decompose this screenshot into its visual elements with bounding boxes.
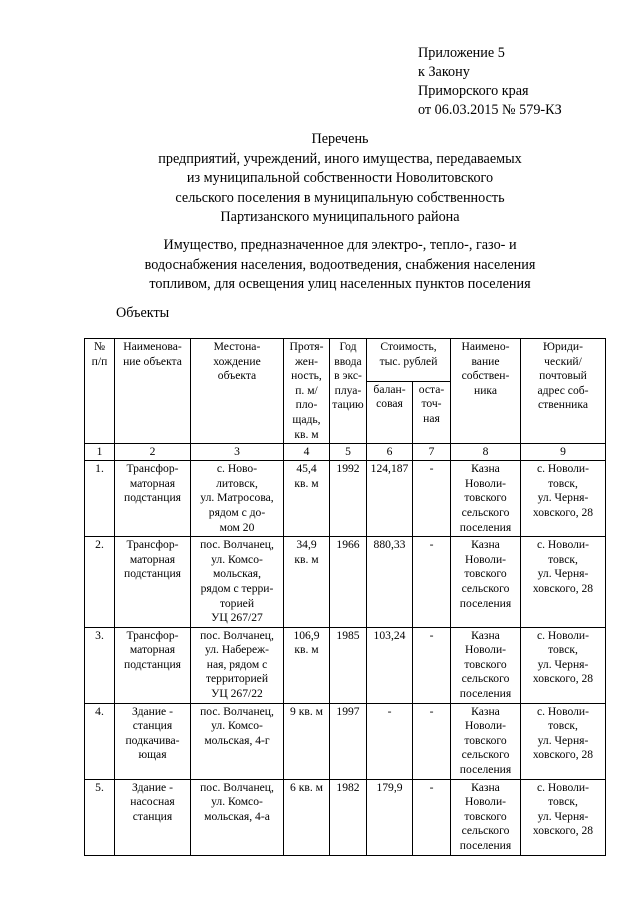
row-name-text: Здание -: [132, 780, 173, 794]
row-owner-text: Казна: [471, 462, 500, 476]
row-owner-text: поселения: [459, 839, 512, 852]
table-row: [85, 779, 606, 855]
header-address-text: ственника: [538, 398, 588, 412]
row-residual-text: -: [429, 704, 434, 718]
column-number: [191, 444, 284, 461]
row-location-text: пос. Волчанец,: [200, 704, 274, 718]
row-residual: [413, 627, 451, 703]
row-num: [85, 461, 115, 537]
table-row: [85, 703, 606, 779]
row-name: [115, 537, 191, 628]
row-owner-text: товского: [464, 809, 507, 823]
row-location-text: пос. Волчанец,: [200, 628, 274, 642]
row-owner: [451, 779, 521, 855]
row-residual: [413, 703, 451, 779]
row-name: [115, 779, 191, 855]
header-extent-text: кв. м: [294, 427, 319, 441]
row-year: [330, 779, 367, 855]
row-balance-text: 103,24: [373, 628, 406, 642]
row-extent-text: 106,9: [293, 628, 320, 642]
row-num: [85, 627, 115, 703]
document-title: [80, 130, 600, 228]
row-balance: [367, 537, 413, 628]
header-cost-text: тыс. рублей: [379, 354, 438, 368]
row-name: [115, 627, 191, 703]
row-residual-text: -: [429, 628, 434, 642]
row-name-text: маторная: [129, 643, 176, 657]
row-location-text: мом 20: [219, 520, 255, 534]
row-location-text: ул. Матросова,: [200, 491, 274, 505]
row-address-text: товск,: [548, 795, 578, 809]
row-residual: [413, 461, 451, 537]
row-location-text: пос. Волчанец,: [200, 780, 274, 794]
appendix-line: от 06.03.2015 № 579-КЗ: [418, 102, 562, 118]
header-cost-residual-text: точ-: [421, 397, 442, 411]
row-name-text: Трансфор-: [126, 538, 179, 552]
header-cost-balance-text: балан-: [373, 382, 406, 396]
column-number: [330, 444, 367, 461]
document-subtitle: [80, 236, 600, 295]
row-name-text: подстанция: [123, 491, 181, 505]
title-line: сельского поселения в муниципальную собственность: [175, 189, 505, 206]
row-extent-text: 45,4: [296, 462, 317, 476]
row-address-text: ховского, 28: [532, 824, 594, 838]
header-year-text: ввода: [334, 354, 362, 368]
row-name: [115, 703, 191, 779]
row-address-text: ховского, 28: [532, 672, 594, 686]
row-owner-text: поселения: [459, 687, 512, 701]
row-owner-text: поселения: [459, 520, 512, 534]
row-balance-text: -: [387, 704, 392, 718]
row-owner: [451, 703, 521, 779]
header-cost-text: Стоимость,: [380, 340, 437, 353]
row-num-text: 4.: [95, 704, 104, 718]
header-owner-text: Наимено-: [461, 340, 510, 353]
row-extent-text: кв. м: [294, 552, 319, 566]
row-balance-text: 124,187: [370, 462, 409, 476]
row-address-text: товск,: [548, 719, 578, 733]
header-extent-text: ность,: [291, 369, 322, 383]
row-year-text: 1966: [336, 538, 360, 552]
header-num: [85, 339, 115, 444]
row-owner-text: Казна: [471, 780, 500, 794]
header-cost: [367, 339, 451, 382]
column-number: [85, 444, 115, 461]
subtitle-line: топливом, для освещения улиц населенных пунктов поселения: [149, 276, 531, 292]
row-num-text: 5.: [95, 780, 104, 794]
row-extent: [284, 627, 330, 703]
header-owner-text: собствен-: [461, 369, 510, 383]
row-num: [85, 537, 115, 628]
row-balance: [367, 627, 413, 703]
row-address: [521, 537, 606, 628]
header-address-text: Юриди-: [543, 340, 583, 353]
column-number: [115, 444, 191, 461]
header-location-text: хождение: [213, 354, 261, 368]
header-extent-text: щадь,: [292, 412, 321, 426]
subtitle-line: Имущество, предназначенное для электро-, тепло-, газо- и: [163, 237, 517, 253]
row-address-text: товск,: [548, 643, 578, 657]
column-number: [284, 444, 330, 461]
header-owner-text: вание: [471, 354, 500, 368]
section-label: Объекты: [116, 305, 170, 321]
row-num: [85, 779, 115, 855]
row-residual-text: -: [429, 462, 434, 476]
column-number: [367, 444, 413, 461]
row-name-text: станция: [132, 719, 173, 733]
row-owner-text: сельского: [461, 505, 510, 519]
row-location-text: с. Ново-: [216, 462, 258, 476]
row-location-text: мольская, 4-г: [204, 733, 270, 747]
row-name-text: Здание -: [132, 704, 173, 718]
header-location: [191, 339, 284, 444]
row-extent-text: кв. м: [294, 476, 319, 490]
column-number-text: 6: [386, 445, 393, 459]
row-location-text: УЦ 267/22: [211, 687, 263, 701]
row-residual-text: -: [429, 538, 434, 552]
row-owner-text: поселения: [459, 763, 512, 777]
row-location-text: ул. Набереж-: [204, 643, 270, 657]
row-address-text: ул. Черня-: [537, 809, 589, 823]
row-year-text: 1985: [336, 628, 360, 642]
row-owner-text: Новоли-: [464, 476, 507, 490]
header-row: [85, 339, 606, 382]
row-name-text: маторная: [129, 552, 176, 566]
appendix-line: Приморского края: [418, 83, 529, 99]
column-number-text: 7: [428, 445, 435, 459]
column-number-text: 2: [149, 445, 156, 459]
column-number-text: 3: [234, 445, 240, 459]
row-location: [191, 627, 284, 703]
row-extent: [284, 537, 330, 628]
table-row: [85, 461, 606, 537]
header-extent-text: жен-: [294, 354, 319, 368]
row-name: [115, 461, 191, 537]
row-location-text: пос. Волчанец,: [200, 538, 274, 552]
header-location-text: объекта: [217, 369, 257, 383]
row-year-text: 1997: [336, 704, 360, 718]
header-cost-balance-text: совая: [376, 397, 403, 411]
row-name-text: Трансфор-: [126, 462, 179, 476]
row-owner-text: сельского: [461, 824, 510, 838]
column-number: [521, 444, 606, 461]
row-name-text: насосная: [130, 795, 175, 809]
header-num-text: №: [93, 340, 106, 353]
column-number-text: 9: [560, 445, 566, 459]
row-address-text: с. Новоли-: [536, 704, 589, 718]
title-line: Партизанского муниципального района: [220, 209, 460, 225]
row-address-text: товск,: [548, 552, 578, 566]
row-extent: [284, 779, 330, 855]
row-address-text: ховского, 28: [532, 505, 594, 519]
row-address-text: ул. Черня-: [537, 491, 589, 505]
row-address-text: с. Новоли-: [536, 780, 589, 794]
appendix-block: [418, 44, 562, 120]
row-owner-text: Казна: [471, 704, 500, 718]
header-owner: [451, 339, 521, 444]
row-extent-text: 6 кв. м: [290, 780, 323, 794]
row-address-text: ховского, 28: [532, 581, 594, 595]
subtitle-line: водоснабжения населения, водоотведения, снабжения населения: [144, 256, 536, 273]
row-address-text: товск,: [548, 476, 578, 490]
row-location-text: ная, рядом с: [206, 657, 268, 671]
column-number-text: 1: [96, 445, 103, 459]
row-name-text: ющая: [138, 748, 167, 762]
header-address-text: адрес соб-: [537, 383, 589, 397]
row-address-text: ул. Черня-: [537, 567, 589, 581]
row-balance-text: 880,33: [373, 538, 406, 552]
row-owner-text: Новоли-: [464, 795, 507, 809]
row-owner-text: сельского: [461, 672, 510, 686]
header-cost-residual-text: ная: [423, 412, 440, 426]
header-year-text: тацию: [332, 398, 364, 412]
row-location-text: литовск,: [216, 476, 258, 490]
column-numbers-row: [85, 444, 606, 461]
row-owner: [451, 627, 521, 703]
row-residual-text: -: [429, 780, 434, 794]
row-name-text: подстанция: [123, 657, 181, 671]
row-location-text: торией: [219, 596, 255, 610]
row-owner-text: Новоли-: [464, 719, 507, 733]
row-name-text: подкачива-: [125, 733, 180, 747]
row-location-text: рядом с терри-: [200, 581, 274, 595]
row-address-text: ул. Черня-: [537, 657, 589, 671]
objects-table: [84, 338, 606, 856]
row-owner-text: сельского: [461, 748, 510, 762]
row-extent: [284, 703, 330, 779]
row-location: [191, 461, 284, 537]
row-extent-text: 34,9: [296, 538, 317, 552]
table-row: [85, 627, 606, 703]
row-year-text: 1982: [336, 780, 360, 794]
title-line: Перечень: [311, 131, 369, 147]
row-location-text: ул. Комсо-: [211, 552, 263, 566]
row-address-text: ховского, 28: [532, 748, 594, 762]
row-owner-text: Казна: [471, 538, 500, 552]
row-name-text: Трансфор-: [126, 628, 179, 642]
row-address-text: ул. Черня-: [537, 733, 589, 747]
row-owner-text: Новоли-: [464, 552, 507, 566]
header-year-text: в экс-: [334, 369, 362, 383]
row-location: [191, 703, 284, 779]
row-address-text: с. Новоли-: [536, 628, 589, 642]
row-num-text: 3.: [95, 628, 104, 642]
header-year-text: Год: [339, 340, 357, 353]
row-owner: [451, 537, 521, 628]
row-num-text: 1.: [95, 462, 104, 476]
row-num: [85, 703, 115, 779]
header-year: [330, 339, 367, 444]
row-owner-text: товского: [464, 491, 507, 505]
column-number-text: 5: [345, 445, 351, 459]
row-location: [191, 779, 284, 855]
row-address-text: с. Новоли-: [536, 462, 589, 476]
header-extent-text: пло-: [295, 398, 318, 412]
row-owner: [451, 461, 521, 537]
row-name-text: подстанция: [123, 567, 181, 581]
row-owner-text: сельского: [461, 581, 510, 595]
header-cost-residual-text: оста-: [418, 382, 445, 396]
header-location-text: Местона-: [213, 340, 261, 353]
appendix-line: Приложение 5: [418, 45, 505, 61]
row-name-text: станция: [132, 809, 173, 823]
header-address-text: почтовый: [539, 369, 587, 383]
title-line: предприятий, учреждений, иного имущества, передаваемых: [158, 150, 522, 167]
header-year-text: плуа-: [334, 383, 362, 397]
row-residual: [413, 779, 451, 855]
row-address: [521, 779, 606, 855]
row-balance: [367, 779, 413, 855]
header-cost-residual: [413, 381, 451, 443]
row-year: [330, 703, 367, 779]
row-location-text: мольская,: [212, 567, 262, 581]
header-name-text: ние объекта: [123, 354, 182, 368]
row-balance: [367, 703, 413, 779]
row-year: [330, 627, 367, 703]
row-residual: [413, 537, 451, 628]
column-number-text: 4: [303, 445, 310, 459]
row-extent-text: 9 кв. м: [290, 704, 323, 718]
row-address: [521, 627, 606, 703]
row-address: [521, 703, 606, 779]
header-name-text: Наименова-: [123, 340, 182, 353]
header-extent-text: Протя-: [289, 340, 324, 353]
title-line: из муниципальной собственности Новолитовского: [186, 170, 494, 186]
header-cost-balance: [367, 381, 413, 443]
row-owner-text: товского: [464, 657, 507, 671]
row-year-text: 1992: [336, 462, 360, 476]
row-balance: [367, 461, 413, 537]
row-extent: [284, 461, 330, 537]
header-num-text: п/п: [91, 354, 108, 368]
row-name-text: маторная: [129, 476, 176, 490]
header-extent-text: п. м/: [295, 383, 318, 397]
column-number-text: 8: [482, 445, 489, 459]
header-address: [521, 339, 606, 444]
row-location-text: рядом с до-: [208, 505, 266, 519]
header-name: [115, 339, 191, 444]
row-location: [191, 537, 284, 628]
row-owner-text: Казна: [471, 628, 500, 642]
row-location-text: УЦ 267/27: [211, 611, 263, 625]
appendix-line: к Закону: [418, 64, 470, 80]
row-location-text: ул. Комсо-: [211, 795, 263, 809]
header-extent: [284, 339, 330, 444]
table-row: [85, 537, 606, 628]
row-location-text: территорией: [205, 672, 269, 686]
row-num-text: 2.: [95, 538, 104, 552]
row-owner-text: поселения: [459, 596, 512, 610]
row-address: [521, 461, 606, 537]
row-year: [330, 537, 367, 628]
row-extent-text: кв. м: [294, 643, 319, 657]
column-number: [451, 444, 521, 461]
row-location-text: мольская, 4-а: [204, 809, 270, 823]
column-number: [413, 444, 451, 461]
row-owner-text: Новоли-: [464, 643, 507, 657]
row-year: [330, 461, 367, 537]
row-balance-text: 179,9: [376, 780, 403, 794]
header-address-text: ческий/: [544, 354, 582, 368]
row-owner-text: товского: [464, 733, 507, 747]
header-owner-text: ника: [473, 383, 497, 397]
row-location-text: ул. Комсо-: [211, 719, 263, 733]
row-owner-text: товского: [464, 567, 507, 581]
row-address-text: с. Новоли-: [536, 538, 589, 552]
